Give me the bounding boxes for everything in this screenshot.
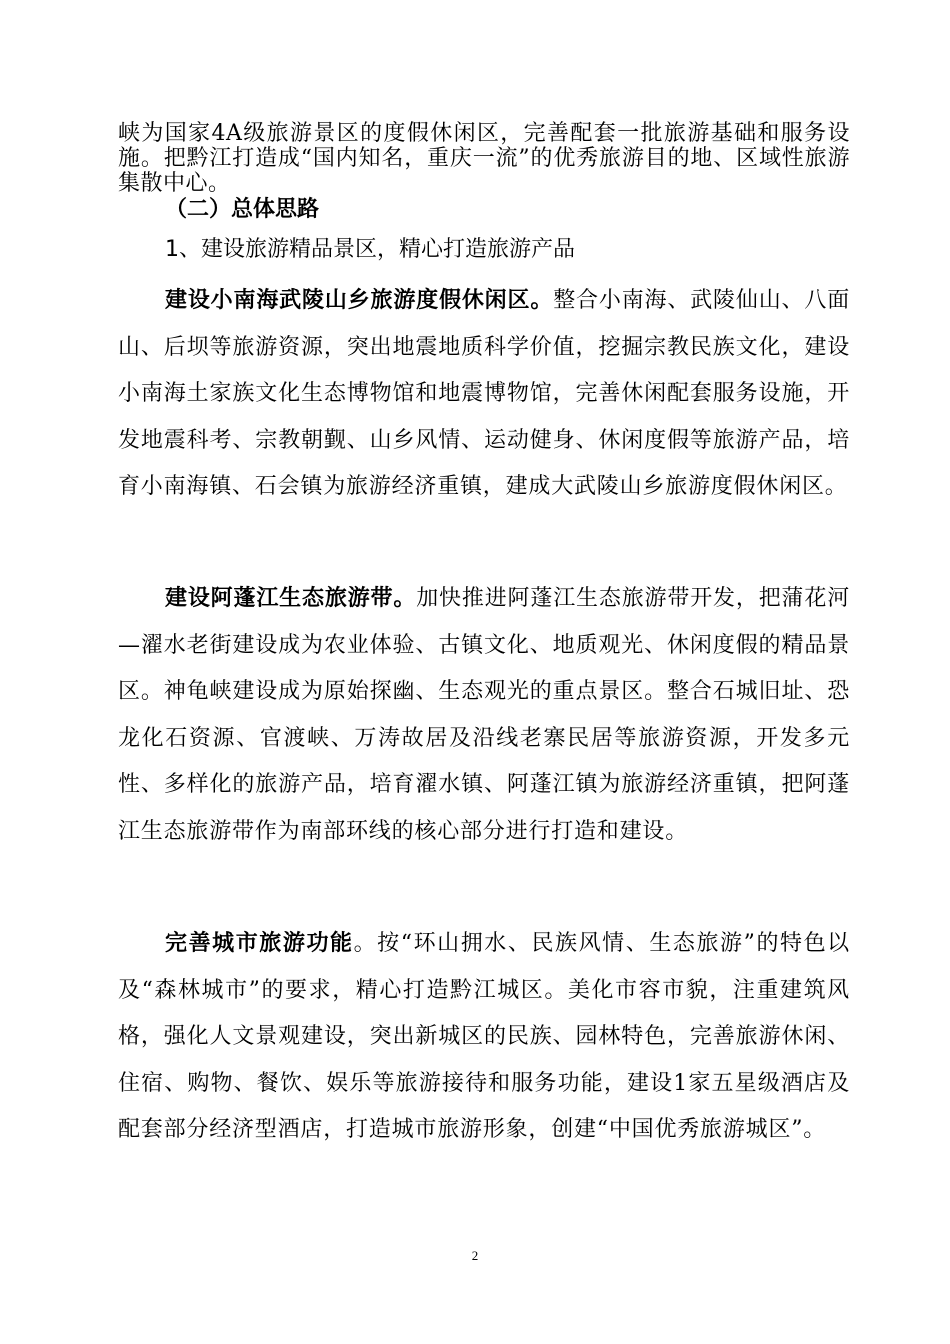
page-number: 2 (471, 1248, 479, 1263)
paragraph-xiaonanhai (118, 278, 850, 511)
paragraph-body: 。按“环山拥水、民族风情、生态旅游”的特色以及“森林城市”的要求，精心打造黔江城区。美化市容市貌，注重建筑风格，强化人文景观建设，突出新城区的民族、园林特色，完善旅游休闲、住宿、购物、餐饮、娱乐等旅游接待和服务功能，建设1家五星级酒店及配套部分经济型酒店，打造城市旅游形象，创建“中国优秀旅游城区”。 (118, 931, 850, 1142)
paragraph-city-tourism (118, 921, 850, 1154)
paragraph-lead: 完善城市旅游功能 (165, 931, 354, 956)
paragraph-body: 整合小南海、武陵仙山、八面山、后坝等旅游资源，突出地震地质科学价值，挖掘宗教民族文化，建设小南海土家族文化生态博物馆和地震博物馆，完善休闲配套服务设施，开发地震科考、宗教朝觐、山乡风情、运动健身、休闲度假等旅游产品，培育小南海镇、石会镇为旅游经济重镇，建成大武陵山乡旅游度假休闲区。 (118, 288, 850, 499)
paragraph-body: 加快推进阿蓬江生态旅游带开发，把蒲花河—濯水老街建设成为农业体验、古镇文化、地质观光、休闲度假的精品景区。神龟峡建设成为原始探幽、生态观光的重点景区。整合石城旧址、恐龙化石资源、官渡峡、万涛故居及沿线老寨民居等旅游资源，开发多元性、多样化的旅游产品，培育濯水镇、阿蓬江镇为旅游经济重镇，把阿蓬江生态旅游带作为南部环线的核心部分进行打造和建设。 (118, 586, 850, 844)
intro-paragraph (118, 121, 850, 196)
paragraph-lead: 建设阿蓬江生态旅游带。 (165, 586, 417, 611)
paragraph-apengjiang (118, 576, 850, 855)
paragraph-lead: 建设小南海武陵山乡旅游度假休闲区。 (165, 288, 554, 313)
intro-text: 峡为国家4A级旅游景区的度假休闲区，完善配套一批旅游基础和服务设施。把黔江打造成“国内知名，重庆一流”的优秀旅游目的地、区域性旅游集散中心。 (118, 121, 850, 196)
section-heading: （二）总体思路 (165, 197, 320, 222)
subsection-heading: 1、建设旅游精品景区，精心打造旅游产品 (165, 237, 575, 262)
